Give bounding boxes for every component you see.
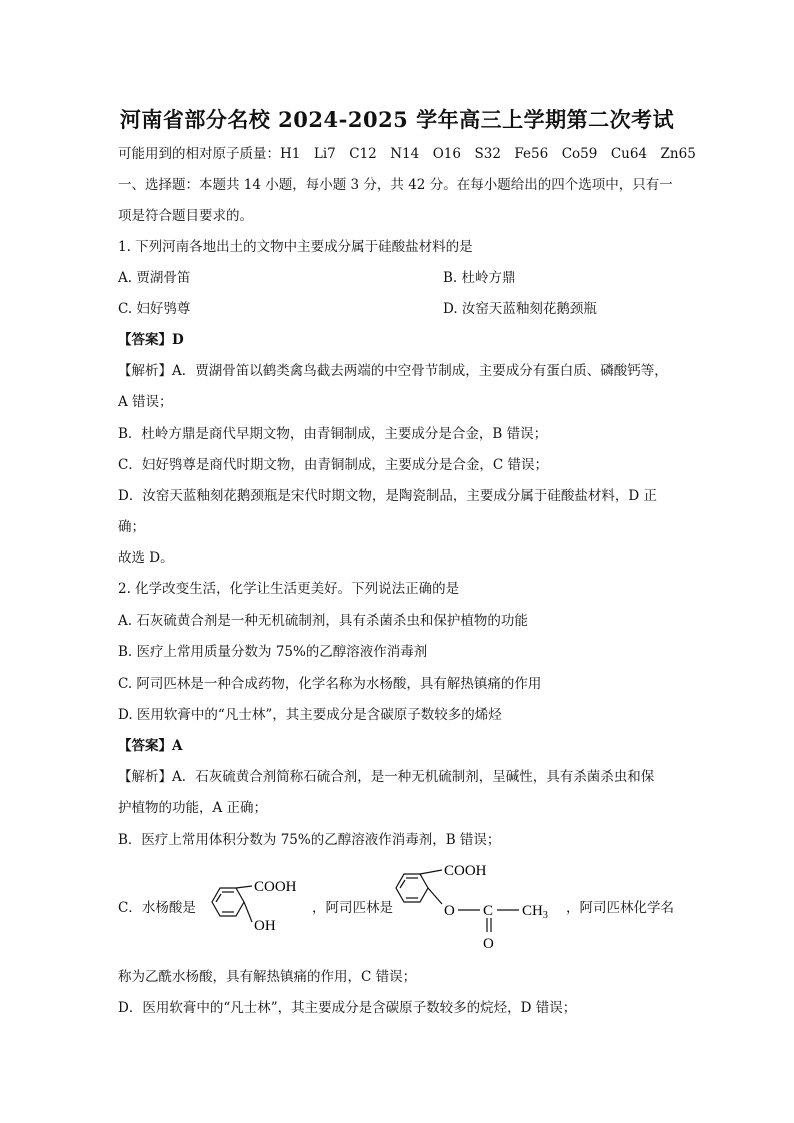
q2-option-a: A. 石灰硫黄合剂是一种无机硫制剂，具有杀菌杀虫和保护植物的功能 (118, 613, 528, 629)
q1-analysis-d1: D．汝窑天蓝釉刻花鹅颈瓶是宋代时期文物，是陶瓷制品，主要成分属于硅酸盐材料，D 正 (118, 488, 657, 504)
q2-analysis-c-prefix: C．水杨酸是 (118, 900, 196, 916)
q2-option-b: B. 医疗上常用质量分数为 75%的乙醇溶液作消毒剂 (118, 644, 428, 660)
section-heading-line1: 一、选择题：本题共 14 小题，每小题 3 分，共 42 分。在每小题给出的四个选项中，只有一 (118, 177, 673, 193)
q1-answer: 【答案】D (118, 332, 184, 348)
benzene-ring-icon (396, 870, 519, 932)
q2-stem: 2. 化学改变生活，化学让生活更美好。下列说法正确的是 (118, 581, 460, 597)
q1-stem: 1. 下列河南各地出土的文物中主要成分属于硅酸盐材料的是 (118, 239, 473, 255)
q1-analysis-b: B．杜岭方鼎是商代早期文物，由青铜制成，主要成分是合金，B 错误； (118, 426, 548, 442)
atomic-masses: 可能用到的相对原子质量：H1 Li7 C12 N14 O16 S32 Fe56 Co59 Cu64 Zn65 (118, 146, 696, 162)
aspirin-cooh-label: COOH (444, 863, 487, 879)
aspirin-structure (392, 858, 562, 954)
q1-option-d: D. 汝窑天蓝釉刻花鹅颈瓶 (443, 301, 597, 317)
salicylic-acid-structure (200, 872, 308, 936)
q1-option-c: C. 妇好鸮尊 (118, 301, 191, 317)
aspirin-carbonyl-o-label: O (483, 936, 494, 952)
q2-option-d: D. 医用软膏中的“凡士林”，其主要成分是含碳原子数较多的烯烃 (118, 707, 502, 723)
q2-option-c: C. 阿司匹林是一种合成药物，化学名称为水杨酸，具有解热镇痛的作用 (118, 676, 542, 692)
q1-conclusion: 故选 D。 (118, 550, 174, 566)
q2-analysis-a2: 护植物的功能，A 正确； (118, 800, 268, 816)
q2-analysis-c2: 称为乙酰水杨酸，具有解热镇痛的作用，C 错误； (118, 969, 417, 985)
q1-option-a: A. 贾湖骨笛 (118, 270, 191, 286)
q2-analysis-b: B．医疗上常用体积分数为 75%的乙醇溶液作消毒剂，B 错误； (118, 832, 501, 848)
q1-analysis-d2: 确； (118, 519, 145, 535)
q1-analysis-line2: A 错误； (118, 394, 173, 410)
benzene-ring-icon (212, 886, 252, 922)
aspirin-carbonyl-c-label: C (483, 903, 494, 919)
q2-analysis-d: D．医用软膏中的“凡士林”，其主要成分是含碳原子数较多的烷烃，D 错误； (118, 1000, 577, 1016)
aspirin-ch3-label: $CH_3$ (522, 903, 548, 921)
section-heading-line2: 项是符合题目要求的。 (118, 208, 253, 224)
q1-analysis-line1: 【解析】A．贾湖骨笛以鹤类禽鸟截去两端的中空骨节制成，主要成分有蛋白质、磷酸钙等， (118, 363, 668, 379)
salicylic-cooh-label: COOH (254, 879, 297, 895)
salicylic-oh-label: OH (254, 918, 276, 934)
q2-analysis-a1: 【解析】A．石灰硫黄合剂简称石硫合剂，是一种无机硫制剂，呈碱性，具有杀菌杀虫和保 (118, 769, 655, 785)
q2-answer: 【答案】A (118, 738, 183, 754)
page-title: 河南省部分名校 2024-2025 学年高三上学期第二次考试 (119, 107, 675, 132)
aspirin-ester-o-label: O (444, 903, 455, 919)
q2-analysis-c-mid: ，阿司匹林是 (312, 900, 393, 916)
q1-analysis-c: C．妇好鸮尊是商代时期文物，由青铜制成，主要成分是合金，C 错误； (118, 457, 548, 473)
q2-analysis-c-suffix: ，阿司匹林化学名 (566, 900, 674, 916)
q1-option-b: B. 杜岭方鼎 (443, 270, 516, 286)
